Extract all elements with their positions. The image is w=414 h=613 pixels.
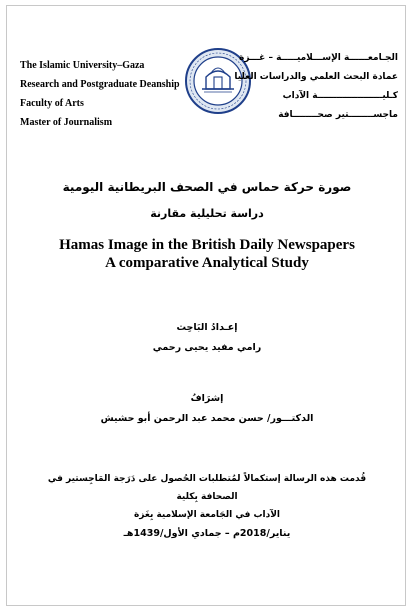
thesis-subtitle-ar: دراسة تحليلية مقارنة bbox=[150, 207, 264, 220]
university-name-ar: الجـامعــــــة الإســـلاميـــــة – غـــزة bbox=[239, 53, 398, 63]
deanship-name-en: Research and Postgraduate Deanship bbox=[20, 79, 180, 90]
thesis-title-ar: صورة حركة حماس في الصحف البريطانية اليومية bbox=[62, 180, 352, 194]
faculty-name-ar: كـليـــــــــــــــــــــة الآداب bbox=[282, 91, 398, 101]
author-name: رامي مفيد يحيى رحمي bbox=[152, 342, 262, 353]
program-name-ar: ماجســــــــتير صحــــــــافة bbox=[278, 110, 398, 120]
deanship-name-ar: عمادة البحث العلمي والدراسات العليا bbox=[234, 72, 398, 82]
supervisor-label: إشرَافُ bbox=[190, 393, 224, 404]
submission-note bbox=[30, 470, 384, 524]
supervisor-name: الدكتـــور/ حسن محمد عبد الرحمن أبو حشيش bbox=[100, 413, 314, 424]
thesis-title-en-line1: Hamas Image in the British Daily Newspapers bbox=[59, 237, 355, 253]
program-name-en: Master of Journalism bbox=[20, 117, 113, 128]
submission-date: يناير/2018م – جمادي الأول/1439هـ bbox=[123, 528, 291, 539]
arabic-header bbox=[234, 49, 398, 125]
university-name-en: The Islamic University–Gaza bbox=[20, 60, 145, 71]
submission-note-line1: قُدمت هذه الرسالة إستكمالاً لمُتطلبات الحُصول على دَرَجة المَاجِستير في الصحافة بِكلية bbox=[47, 474, 367, 502]
faculty-name-en: Faculty of Arts bbox=[20, 98, 84, 109]
submission-note-line2: الآداب في الجَامعة الإسلامية بِغَزة bbox=[133, 510, 281, 520]
english-header bbox=[20, 56, 195, 132]
thesis-title-en bbox=[20, 236, 394, 272]
author-label: إعـدادُ البَاحِث bbox=[176, 322, 238, 333]
thesis-title-en-line2: A comparative Analytical Study bbox=[105, 255, 309, 271]
